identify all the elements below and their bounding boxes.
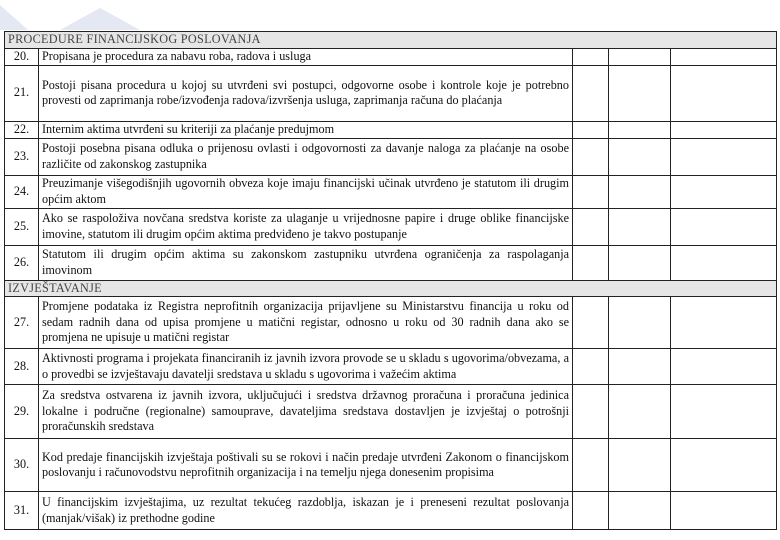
table-row [5,208,777,245]
row-number: 30. [5,439,39,492]
answer-cell[interactable] [609,492,671,530]
row-number: 31. [5,492,39,530]
answer-cell[interactable] [609,65,671,121]
answer-cell[interactable] [609,121,671,138]
answer-cell[interactable] [573,245,609,280]
table-row [5,65,777,121]
answer-cell[interactable] [573,208,609,245]
answer-cell[interactable] [573,492,609,530]
section-title: IZVJEŠTAVANJE [5,280,777,297]
answer-cell[interactable] [573,349,609,385]
answer-cell[interactable] [573,385,609,439]
answer-cell[interactable] [609,439,671,492]
answer-cell[interactable] [573,48,609,65]
answer-cell[interactable] [609,138,671,175]
table-row [5,349,777,385]
row-text: Promjene podataka iz Registra neprofitnih organizacija prijavljene su Ministarstvu financija u roku od sedam radnih dana od upisa promjene u matični registar, odnosno u roku od 30 radnih dana ako se promjena ne upisuje u matični registar [39,297,573,349]
answer-cell[interactable] [573,121,609,138]
answer-cell[interactable] [573,297,609,349]
answer-cell[interactable] [573,138,609,175]
table-row [5,297,777,349]
row-number: 21. [5,65,39,121]
row-text: Postoji posebna pisana odluka o prijenosu ovlasti i odgovornosti za davanje naloga za plaćanje na osobe različite od zakonskog zastupnika [39,138,573,175]
answer-cell[interactable] [573,175,609,208]
row-text: Statutom ili drugim općim aktima su zakonskom zastupniku utvrđena ograničenja za raspolaganja imovinom [39,245,573,280]
table-row [5,138,777,175]
row-text: Za sredstva ostvarena iz javnih izvora, uključujući i sredstva državnog proračuna i proračuna jedinica lokalne i područne (regionalne) samouprave, davateljima sredstava dostavljen je izvještaj o potrošnji proračunskih sredstava [39,385,573,439]
answer-cell[interactable] [609,297,671,349]
section-title: PROCEDURE FINANCIJSKOG POSLOVANJA [5,32,777,49]
note-cell[interactable] [671,175,777,208]
row-number: 25. [5,208,39,245]
answer-cell[interactable] [609,175,671,208]
answer-cell[interactable] [609,208,671,245]
row-text: Aktivnosti programa i projekata financiranih iz javnih izvora provode se u skladu s ugovorima/obvezama, a o provedbi se izvještavaju davatelji sredstava u skladu s ugovorima i važećim aktima [39,349,573,385]
answer-cell[interactable] [609,385,671,439]
table-row [5,175,777,208]
row-text: Internim aktima utvrđeni su kriteriji za plaćanje predujmom [39,121,573,138]
note-cell[interactable] [671,138,777,175]
note-cell[interactable] [671,245,777,280]
row-number: 23. [5,138,39,175]
answer-cell[interactable] [609,48,671,65]
note-cell[interactable] [671,439,777,492]
answer-cell[interactable] [573,65,609,121]
table-row [5,48,777,65]
row-text: U financijskim izvještajima, uz rezultat tekućeg razdoblja, iskazan je i preneseni rezultat poslovanja (manjak/višak) iz prethodne godine [39,492,573,530]
row-number: 22. [5,121,39,138]
table-row [5,439,777,492]
row-text: Ako se raspoloživa novčana sredstva koriste za ulaganje u vrijednosne papire i druge oblike financijske imovine, statutom ili drugim općim aktima predviđeno je takvo postupanje [39,208,573,245]
table-row [5,385,777,439]
row-text: Kod predaje financijskih izvještaja poštivali su se rokovi i način predaje utvrđeni Zakonom o financijskom poslovanju i računovodstvu neprofitnih organizacija i na temelju njega donesenim propisima [39,439,573,492]
section-header-row [5,280,777,297]
row-number: 28. [5,349,39,385]
row-text: Propisana je procedura za nabavu roba, radova i usluga [39,48,573,65]
section-header-row [5,32,777,49]
table-row [5,245,777,280]
row-text: Postoji pisana procedura u kojoj su utvrđeni svi postupci, odgovorne osobe i kontrole koje je potrebno provesti od zaprimanja robe/izvođenja radova/izvršenja usluga, zaprimanja računa do plaćanja [39,65,573,121]
note-cell[interactable] [671,297,777,349]
table-row [5,492,777,530]
row-number: 29. [5,385,39,439]
note-cell[interactable] [671,492,777,530]
row-number: 24. [5,175,39,208]
note-cell[interactable] [671,48,777,65]
row-number: 27. [5,297,39,349]
decorative-corner-shape [0,0,180,30]
note-cell[interactable] [671,208,777,245]
checklist-table [4,31,777,530]
note-cell[interactable] [671,385,777,439]
note-cell[interactable] [671,121,777,138]
answer-cell[interactable] [609,245,671,280]
note-cell[interactable] [671,349,777,385]
row-number: 20. [5,48,39,65]
row-text: Preuzimanje višegodišnjih ugovornih obveza koje imaju financijski učinak utvrđeno je statutom ili drugim općim aktom [39,175,573,208]
table-row [5,121,777,138]
answer-cell[interactable] [609,349,671,385]
row-number: 26. [5,245,39,280]
answer-cell[interactable] [573,439,609,492]
note-cell[interactable] [671,65,777,121]
